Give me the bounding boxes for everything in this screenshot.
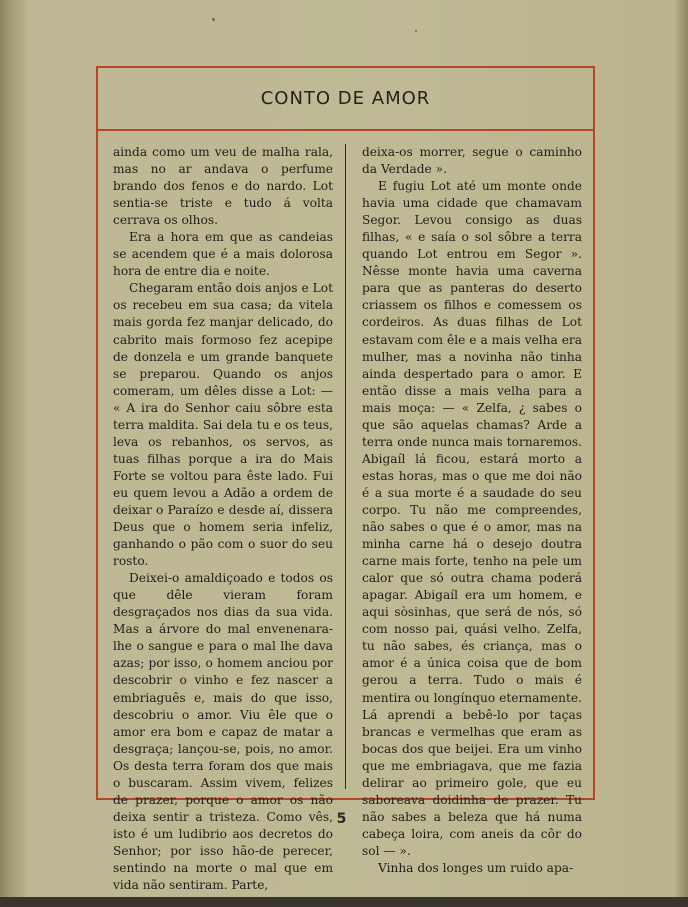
left-text-column [113, 144, 333, 894]
paragraph: Chegaram então dois anjos e Lot os recebeu em sua casa; da vitela mais gorda fez manjar delicado, do cabrito mais formoso fez acepipe de donzela e um grande banquete se preparou. Quando os anjos comeram, um dêles disse a Lot: — « A ira do Senhor caiu sôbre esta terra maldita. Sai dela tu e os teus, leva os rebanhos, os servos, as tuas filhas porque a ira do Mais Forte se voltou para êste lado. Fui eu quem levou a Adão a ordem de deixar o Paraízo e desde aí, dissera Deus que o homem seria infeliz, ganhando o pão com o suor do seu rosto. [113, 281, 333, 569]
right-text-column [362, 144, 582, 877]
paragraph: deixa-os morrer, segue o caminho da Verdade ». [362, 145, 582, 177]
paragraph: Era a hora em que as candeias se acendem que é a mais dolorosa hora de entre dia e noite. [113, 230, 333, 279]
paragraph: E fugiu Lot até um monte onde havia uma cidade que chamavam Segor. Levou consigo as duas filhas, « e saía o sol sôbre a terra quando Lot entrou em Segor ». Nêsse monte havia uma caverna para que as panteras do deserto criassem os filhos e comessem os cordeiros. As duas filhas de Lot estavam com êle e a mais velha era mulher, mas a novinha não tinha ainda despertado para o amor. E então disse a mais velha para a mais moça: — « Zelfa, ¿ sabes o que são aquelas chamas? Arde a terra onde nunca mais tornaremos. Abigaíl lá ficou, estará morto a estas horas, mas o que me doi não é a sua morte é a saudade do seu corpo. Tu não me compreendes, não sabes o que é o amor, mas na minha carne há o desejo doutra carne mais forte, tenho na pele um calor que só outra chama poderá apagar. Abigaíl era um homem, e aqui sòsinhas, que será de nós, só com nosso pai, quási velho. Zelfa, tu não sabes, és criança, mas o amor é a única coisa que de bom gerou a terra. Tudo o mais é mentira ou longínquo eternamente. Lá aprendi a bebê-lo por taças brancas e vermelhas que eram as bocas dos que beijei. Era um vinho que me embriagava, que me fazia delirar ao primeiro gole, que eu saboreava doidinha de prazer. Tu não sabes a beleza que há numa cabeça loira, com aneis da côr do sol — ». [362, 179, 582, 858]
page-bottom-edge [0, 897, 688, 907]
header-rule [96, 129, 595, 131]
paragraph: Deixei-o amaldiçoado e todos os que dêle vieram foram desgraçados nos dias da sua vida. Mas a árvore do mal envenenara-lhe o sangue e para o mal lhe dava azas; por isso, o homem anciou por descobrir o vinho e fez nascer a embriaguês e, mais do que isso, descobriu o amor. Viu êle que o amor era bom e capaz de matar a desgraça; lançou-se, pois, no amor. Os desta terra foram dos que mais o buscaram. Assim vivem, felizes de prazer, porque o amor os não deixa sentir a tristeza. Como vês, isto é um ludibrio aos decretos do Senhor; por isso hão-de perecer, sentindo na morte o mal que em vida não sentiram. Parte, [113, 571, 333, 893]
column-divider [345, 144, 346, 789]
paper-speck [212, 18, 215, 21]
page-number: 5 [336, 811, 348, 827]
book-spine-shadow [0, 0, 26, 907]
paper-speck [415, 30, 417, 32]
chapter-title: CONTO DE AMOR [260, 88, 431, 109]
page-edge-shadow [676, 0, 688, 907]
paragraph: ainda como um veu de malha rala, mas no ar andava o perfume brando dos fenos e do nardo. Lot sentia-se triste e tudo á volta cerrava os olhos. [113, 145, 333, 228]
paragraph: Vinha dos longes um ruido apa- [378, 860, 574, 875]
